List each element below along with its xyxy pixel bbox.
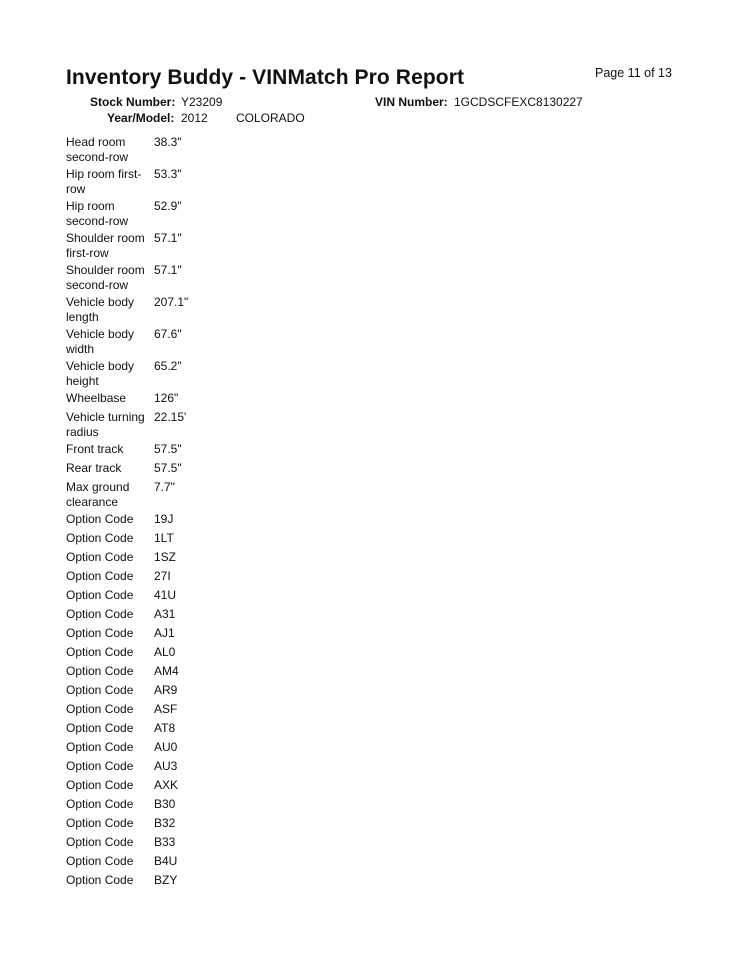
spec-label: Vehicle body length [66,295,135,324]
option-value: AU3 [154,759,178,773]
report-title: Inventory Buddy - VINMatch Pro Report [66,66,465,89]
option-label: Option Code [66,740,134,754]
option-row [66,663,266,682]
option-row [66,739,266,758]
option-row [66,815,266,834]
option-value: 27I [154,569,171,583]
option-row [66,682,266,701]
spec-value: 52.9" [154,199,182,213]
option-label: Option Code [66,873,134,887]
option-label: Option Code [66,721,134,735]
option-label: Option Code [66,778,134,792]
option-row [66,511,266,530]
option-value: B30 [154,797,176,811]
spec-list [66,134,266,891]
spec-value: 57.1" [154,263,182,277]
option-row [66,587,266,606]
option-row [66,758,266,777]
spec-label: Front track [66,442,124,456]
option-row [66,625,266,644]
spec-label: Wheelbase [66,391,127,405]
spec-row [66,166,266,198]
option-label: Option Code [66,626,134,640]
option-value: 19J [154,512,174,526]
option-label: Option Code [66,702,134,716]
spec-value: 38.3" [154,135,182,149]
option-row [66,644,266,663]
model-value: COLORADO [236,111,305,125]
spec-row [66,441,266,460]
spec-row [66,460,266,479]
vin-number-label: VIN Number: [375,95,448,109]
spec-label: Max ground clearance [66,480,130,509]
option-label: Option Code [66,531,134,545]
option-value: B33 [154,835,176,849]
option-value: BZY [154,873,178,887]
spec-row [66,198,266,230]
option-value: AM4 [154,664,179,678]
option-value: AU0 [154,740,178,754]
option-row [66,777,266,796]
spec-value: 57.5" [154,461,182,475]
option-label: Option Code [66,550,134,564]
option-label: Option Code [66,835,134,849]
option-value: A31 [154,607,176,621]
option-value: B4U [154,854,178,868]
option-label: Option Code [66,797,134,811]
spec-value: 207.1" [154,295,189,309]
option-value: AL0 [154,645,176,659]
option-value: ASF [154,702,178,716]
option-row [66,701,266,720]
option-row [66,872,266,891]
spec-value: 7.7" [154,480,175,494]
page-number: Page 11 of 13 [595,66,672,80]
spec-row [66,134,266,166]
option-value: 1LT [154,531,174,545]
spec-value: 22.15' [154,410,187,424]
spec-row [66,390,266,409]
spec-row [66,479,266,511]
spec-label: Vehicle body height [66,359,135,388]
option-label: Option Code [66,683,134,697]
stock-number-label: Stock Number: [90,95,176,109]
option-row [66,530,266,549]
spec-value: 67.6" [154,327,182,341]
spec-row [66,262,266,294]
option-row [66,834,266,853]
option-row [66,796,266,815]
spec-label: Hip room first-row [66,167,142,196]
option-row [66,853,266,872]
spec-label: Hip room second-row [66,199,129,228]
option-label: Option Code [66,569,134,583]
spec-label: Head room second-row [66,135,129,164]
spec-value: 57.1" [154,231,182,245]
option-value: 1SZ [154,550,177,564]
spec-label: Shoulder room second-row [66,263,145,292]
spec-label: Shoulder room first-row [66,231,145,260]
spec-row [66,294,266,326]
option-row [66,606,266,625]
option-value: 41U [154,588,177,602]
option-value: AT8 [154,721,176,735]
spec-label: Vehicle body width [66,327,135,356]
spec-value: 126" [154,391,179,405]
option-row [66,720,266,739]
spec-row [66,326,266,358]
spec-row [66,358,266,390]
option-row [66,568,266,587]
spec-value: 53.3" [154,167,182,181]
option-label: Option Code [66,645,134,659]
option-value: B32 [154,816,176,830]
option-value: AJ1 [154,626,175,640]
option-row [66,549,266,568]
option-label: Option Code [66,588,134,602]
stock-number-value: Y23209 [181,95,223,109]
spec-value: 57.5" [154,442,182,456]
option-value: AXK [154,778,179,792]
spec-row [66,230,266,262]
option-label: Option Code [66,512,134,526]
option-label: Option Code [66,759,134,773]
spec-value: 65.2" [154,359,182,373]
spec-label: Vehicle turning radius [66,410,145,439]
vin-number-value: 1GCDSCFEXC8130227 [454,95,583,109]
option-label: Option Code [66,816,134,830]
spec-row [66,409,266,441]
spec-label: Rear track [66,461,122,475]
option-value: AR9 [154,683,178,697]
option-label: Option Code [66,607,134,621]
year-model-label: Year/Model: [107,111,175,125]
year-value: 2012 [181,111,208,125]
option-label: Option Code [66,664,134,678]
option-label: Option Code [66,854,134,868]
